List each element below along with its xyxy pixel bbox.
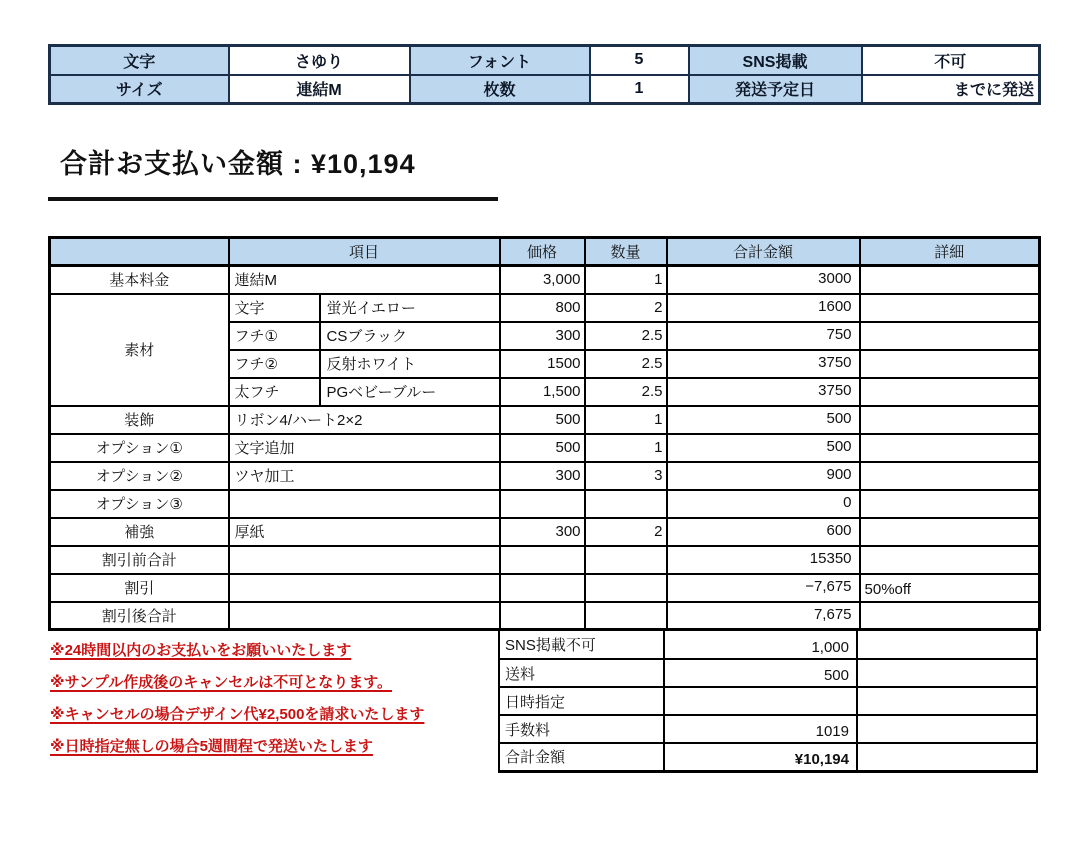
row-price: 1500 [500, 350, 585, 378]
table-row [50, 602, 1040, 630]
row-category: 装飾 [50, 406, 229, 434]
totals-label-grand: 合計金額 [499, 743, 664, 771]
info-value-text: さゆり [229, 46, 410, 75]
totals-value-shipping: 500 [664, 659, 857, 687]
table-row [50, 294, 1040, 322]
totals-detail [857, 631, 1037, 659]
row-item [229, 490, 500, 518]
row-price: 3,000 [500, 266, 585, 294]
row-subitem: フチ② [229, 350, 320, 378]
row-qty: 1 [585, 266, 667, 294]
row-total: 3750 [667, 378, 860, 406]
row-qty: 2.5 [585, 378, 667, 406]
row-item [229, 602, 500, 630]
totals-value-sns: 1,000 [664, 631, 857, 659]
row-item: PGベビーブルー [320, 378, 500, 406]
totals-row [499, 659, 1037, 687]
row-price: 500 [500, 406, 585, 434]
totals-label-shipping: 送料 [499, 659, 664, 687]
info-value-font: 5 [590, 46, 689, 75]
header-price: 価格 [500, 238, 585, 266]
note-shipping-period: ※日時指定無しの場合5週間程で発送いたします [50, 738, 373, 755]
row-detail [860, 518, 1040, 546]
row-category: オプション① [50, 434, 229, 462]
row-category: 割引 [50, 574, 229, 602]
row-price: 300 [500, 462, 585, 490]
row-detail [860, 546, 1040, 574]
row-item: リボン4/ハート2×2 [229, 406, 500, 434]
row-detail [860, 378, 1040, 406]
row-qty: 1 [585, 434, 667, 462]
row-total: 3000 [667, 266, 860, 294]
row-price [500, 490, 585, 518]
row-item: 蛍光イエロー [320, 294, 500, 322]
row-detail [860, 434, 1040, 462]
table-row [50, 266, 1040, 294]
info-label-font: フォント [410, 46, 590, 75]
totals-value-grand: ¥10,194 [664, 743, 857, 771]
info-label-text: 文字 [50, 46, 229, 75]
row-qty: 1 [585, 406, 667, 434]
row-subitem: 太フチ [229, 378, 320, 406]
row-qty: 2 [585, 294, 667, 322]
row-detail [860, 350, 1040, 378]
total-payment-title: 合計お支払い金額 : ¥10,194 [60, 149, 416, 179]
row-detail [860, 294, 1040, 322]
totals-row [499, 715, 1037, 743]
row-item [229, 574, 500, 602]
totals-table [498, 631, 1038, 773]
table-row [50, 518, 1040, 546]
totals-value-datetime [664, 687, 857, 715]
row-qty: 2 [585, 518, 667, 546]
note-payment-24h: ※24時間以内のお支払いをお願いいたします [50, 642, 352, 659]
totals-row [499, 631, 1037, 659]
row-price [500, 574, 585, 602]
header-item: 項目 [229, 238, 500, 266]
row-total: 0 [667, 490, 860, 518]
row-qty [585, 602, 667, 630]
row-total: 750 [667, 322, 860, 350]
header-total: 合計金額 [667, 238, 860, 266]
row-qty [585, 546, 667, 574]
row-total: 500 [667, 406, 860, 434]
payment-notes [48, 631, 498, 773]
note-cancel-fee: ※キャンセルの場合デザイン代¥2,500を請求いたします [50, 706, 425, 723]
row-qty: 2.5 [585, 350, 667, 378]
totals-label-fee: 手数料 [499, 715, 664, 743]
row-detail [860, 602, 1040, 630]
note-no-cancel: ※サンプル作成後のキャンセルは不可となります。 [50, 674, 393, 691]
row-price: 300 [500, 518, 585, 546]
table-row [50, 462, 1040, 490]
bottom-region [48, 631, 1038, 773]
row-total: 600 [667, 518, 860, 546]
header-blank [50, 238, 229, 266]
price-breakdown-table [48, 236, 1041, 631]
row-total: 3750 [667, 350, 860, 378]
row-category-material: 素材 [50, 294, 229, 406]
row-item: 連結M [229, 266, 500, 294]
row-qty: 3 [585, 462, 667, 490]
row-qty: 2.5 [585, 322, 667, 350]
info-label-sheets: 枚数 [410, 75, 590, 104]
row-detail [860, 322, 1040, 350]
header-detail: 詳細 [860, 238, 1040, 266]
row-item: ツヤ加工 [229, 462, 500, 490]
table-header-row [50, 238, 1040, 266]
totals-label-datetime: 日時指定 [499, 687, 664, 715]
row-category: オプション② [50, 462, 229, 490]
info-row [50, 75, 1040, 104]
row-category: 補強 [50, 518, 229, 546]
row-item: 文字追加 [229, 434, 500, 462]
row-subitem: 文字 [229, 294, 320, 322]
totals-row [499, 687, 1037, 715]
info-value-ship-date: までに発送 [862, 75, 1040, 104]
info-row [50, 46, 1040, 75]
row-price [500, 546, 585, 574]
row-detail-discount: 50%off [860, 574, 1040, 602]
totals-detail [857, 743, 1037, 771]
info-label-sns: SNS掲載 [689, 46, 862, 75]
totals-detail [857, 715, 1037, 743]
totals-value-fee: 1019 [664, 715, 857, 743]
row-category: 割引後合計 [50, 602, 229, 630]
totals-label-sns: SNS掲載不可 [499, 631, 664, 659]
info-value-sheets: 1 [590, 75, 689, 104]
row-total: 15350 [667, 546, 860, 574]
row-price: 300 [500, 322, 585, 350]
row-category: 割引前合計 [50, 546, 229, 574]
table-row [50, 546, 1040, 574]
row-total: 900 [667, 462, 860, 490]
info-value-sns: 不可 [862, 46, 1040, 75]
row-detail [860, 266, 1040, 294]
table-row [50, 406, 1040, 434]
row-detail [860, 490, 1040, 518]
row-qty [585, 574, 667, 602]
row-category: 基本料金 [50, 266, 229, 294]
table-row [50, 574, 1040, 602]
order-info-table [48, 44, 1041, 105]
table-row [50, 434, 1040, 462]
row-subitem: フチ① [229, 322, 320, 350]
totals-detail [857, 687, 1037, 715]
row-item: 厚紙 [229, 518, 500, 546]
info-label-ship-date: 発送予定日 [689, 75, 862, 104]
row-qty [585, 490, 667, 518]
row-total: 500 [667, 434, 860, 462]
row-price: 1,500 [500, 378, 585, 406]
row-category: オプション③ [50, 490, 229, 518]
row-price: 500 [500, 434, 585, 462]
price-breakdown-region [48, 236, 1038, 773]
row-price: 800 [500, 294, 585, 322]
row-detail [860, 406, 1040, 434]
totals-detail [857, 659, 1037, 687]
row-item: CSブラック [320, 322, 500, 350]
row-detail [860, 462, 1040, 490]
row-item [229, 546, 500, 574]
info-label-size: サイズ [50, 75, 229, 104]
info-value-size: 連結M [229, 75, 410, 104]
row-price [500, 602, 585, 630]
table-row [50, 490, 1040, 518]
totals-row-grand [499, 743, 1037, 771]
row-item: 反射ホワイト [320, 350, 500, 378]
header-qty: 数量 [585, 238, 667, 266]
row-total: 7,675 [667, 602, 860, 630]
row-total: 1600 [667, 294, 860, 322]
title-underline [48, 197, 498, 201]
row-total: −7,675 [667, 574, 860, 602]
